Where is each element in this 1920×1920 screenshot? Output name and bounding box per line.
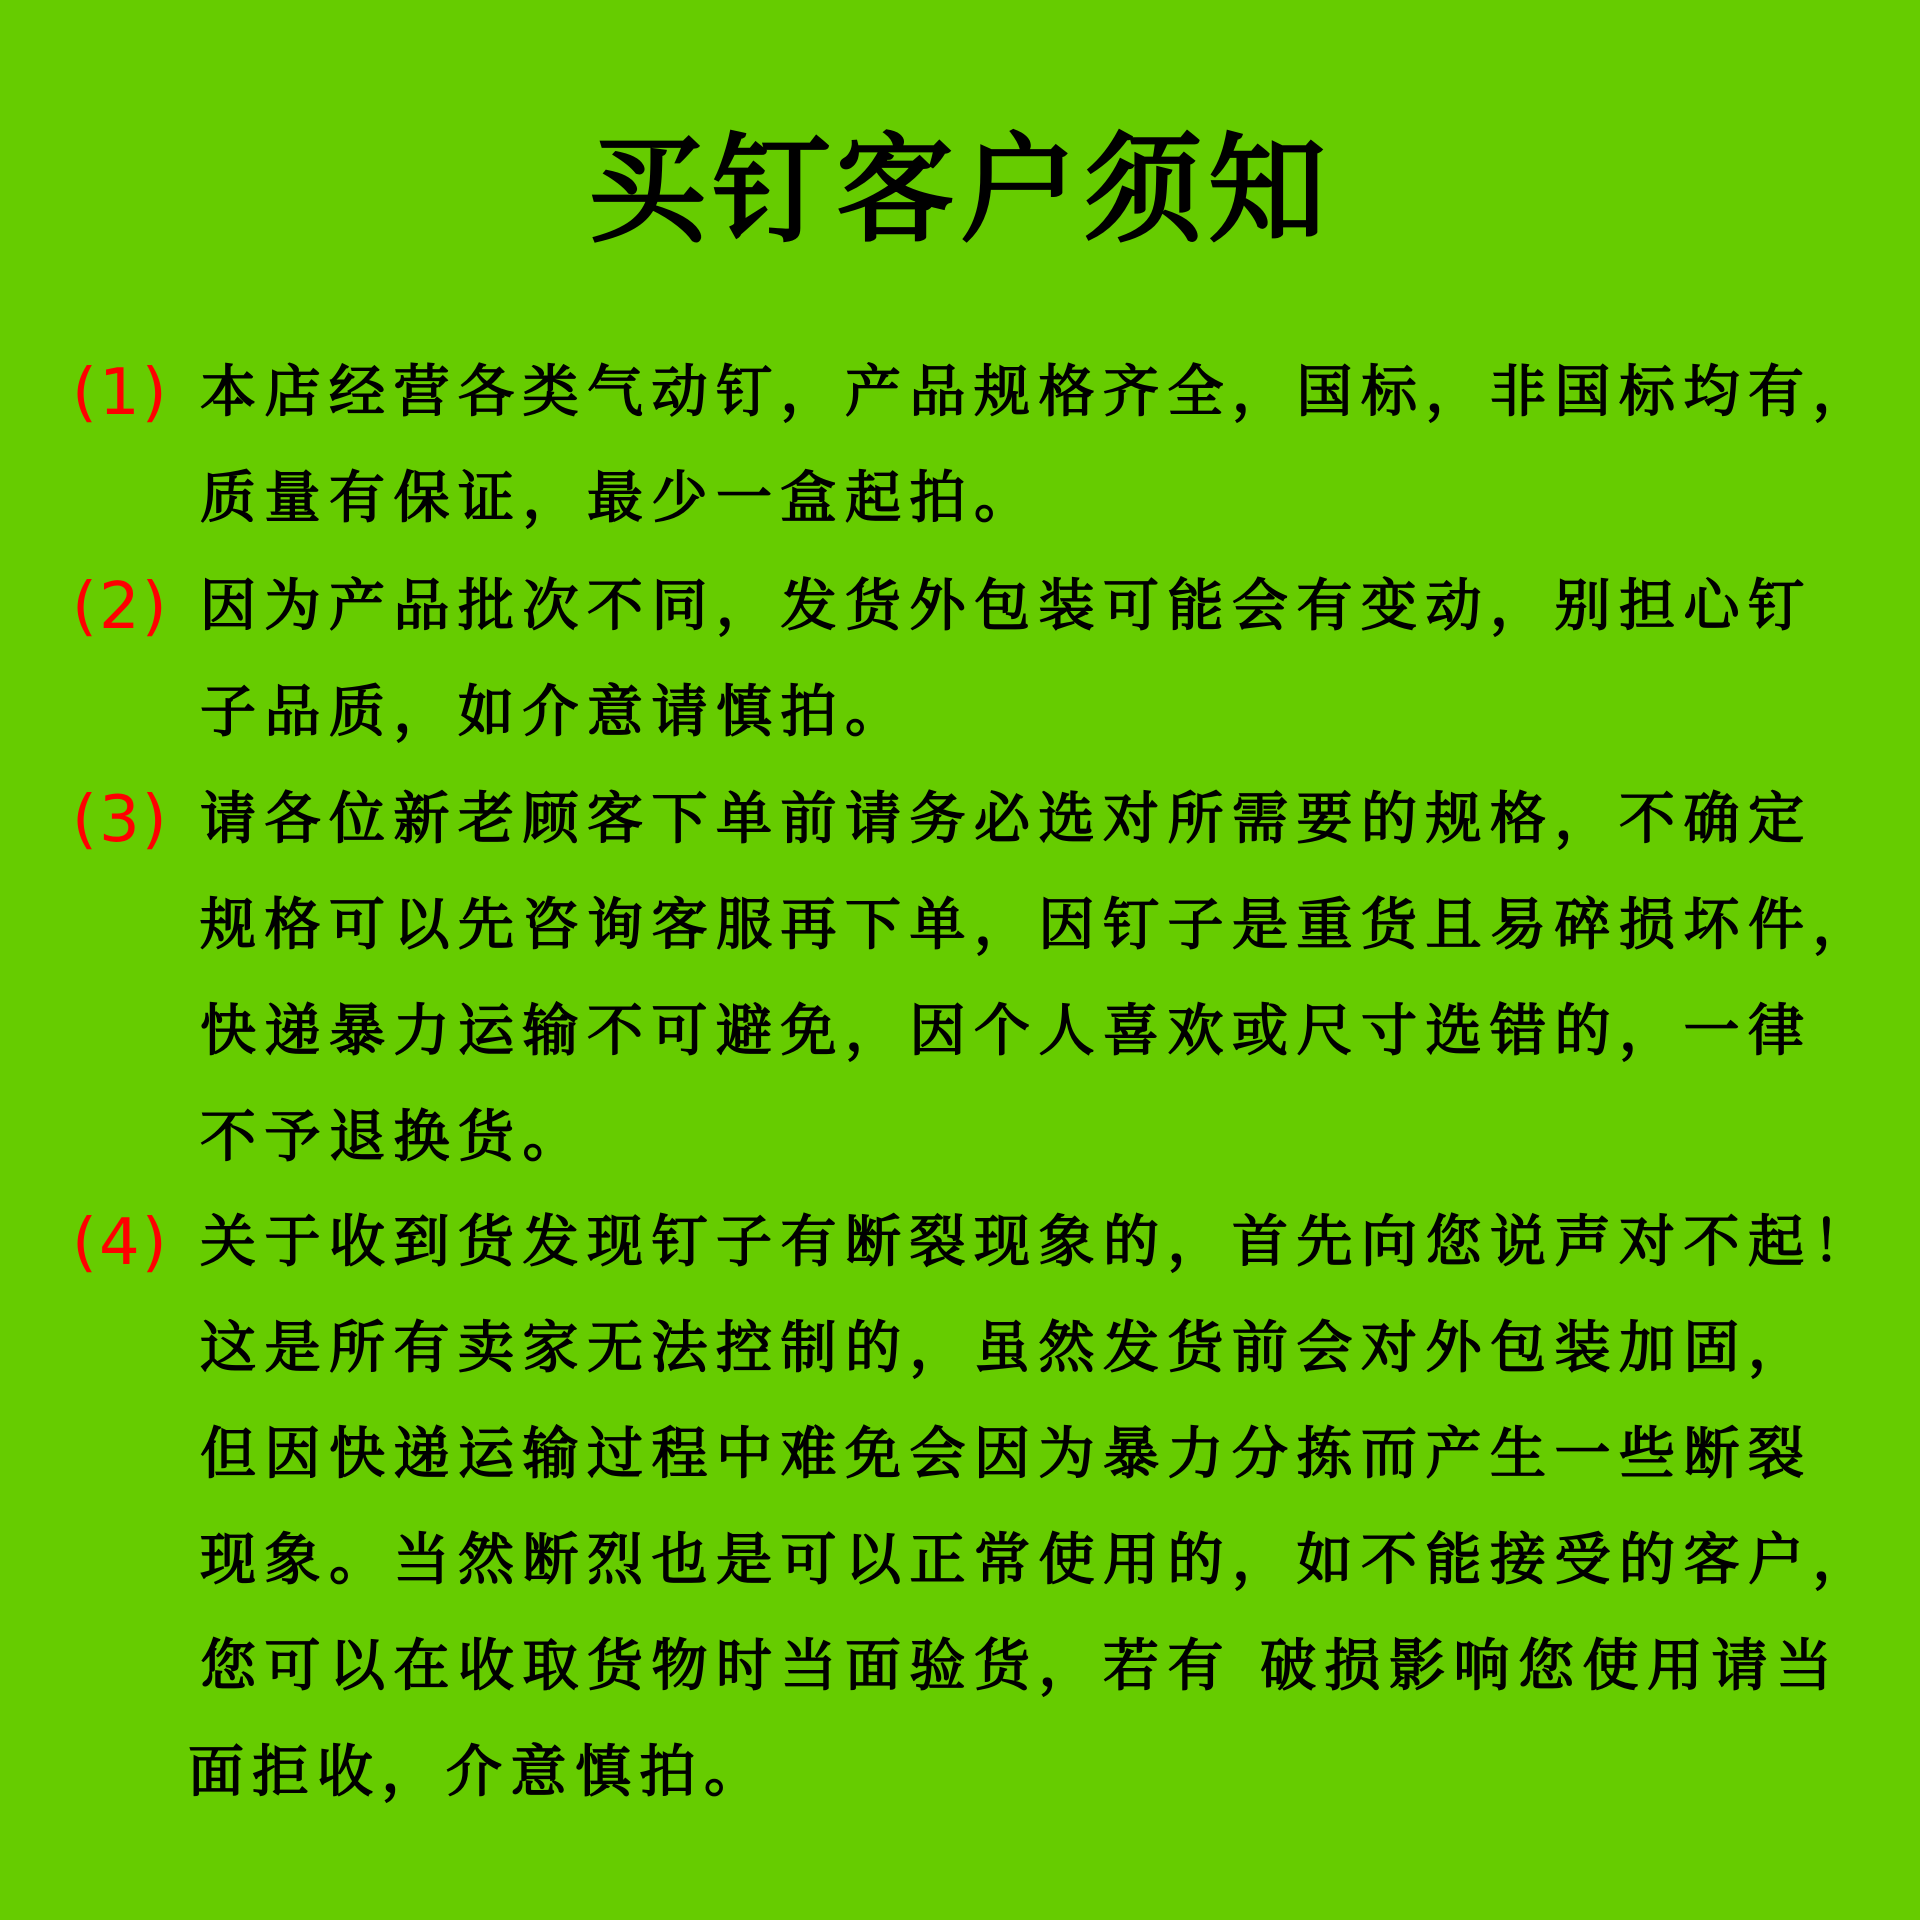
- item-text-line: 现象。当然断烈也是可以正常使用的，如不能接受的客户，: [200, 1528, 1877, 1593]
- item-text-line: 面拒收，介意慎拍。: [188, 1740, 769, 1805]
- item-text-line: 质量有保证，最少一盒起拍。: [200, 466, 1039, 531]
- item-text-line: 您可以在收取货物时当面验货，若有 破损影响您使用请当: [200, 1634, 1841, 1699]
- item-text-line: 这是所有卖家无法控制的，虽然发货前会对外包装加固，: [200, 1316, 1813, 1381]
- item-number: (3): [72, 783, 169, 857]
- item-number: (2): [72, 570, 169, 644]
- item-number: (4): [72, 1206, 169, 1280]
- item-text-line: 请各位新老顾客下单前请务必选对所需要的规格，不确定: [200, 787, 1813, 852]
- item-number: (1): [72, 356, 169, 430]
- item-text-line: 快递暴力运输不可避免，因个人喜欢或尺寸选错的，一律: [200, 999, 1813, 1064]
- item-text-line: 规格可以先咨询客服再下单，因钉子是重货且易碎损坏件，: [200, 893, 1877, 958]
- page-title: 买钉客户须知: [587, 121, 1332, 259]
- item-text-line: 本店经营各类气动钉，产品规格齐全，国标，非国标均有，: [200, 360, 1877, 425]
- item-text-line: 因为产品批次不同，发货外包装可能会有变动，别担心钉: [200, 574, 1813, 639]
- item-text-line: 子品质，如介意请慎拍。: [200, 680, 910, 745]
- item-text-line: 不予退换货。: [200, 1105, 587, 1170]
- item-text-line: 但因快递运输过程中难免会因为暴力分拣而产生一些断裂: [200, 1422, 1813, 1487]
- item-text-line: 关于收到货发现钉子有断裂现象的，首先向您说声对不起！: [200, 1210, 1877, 1275]
